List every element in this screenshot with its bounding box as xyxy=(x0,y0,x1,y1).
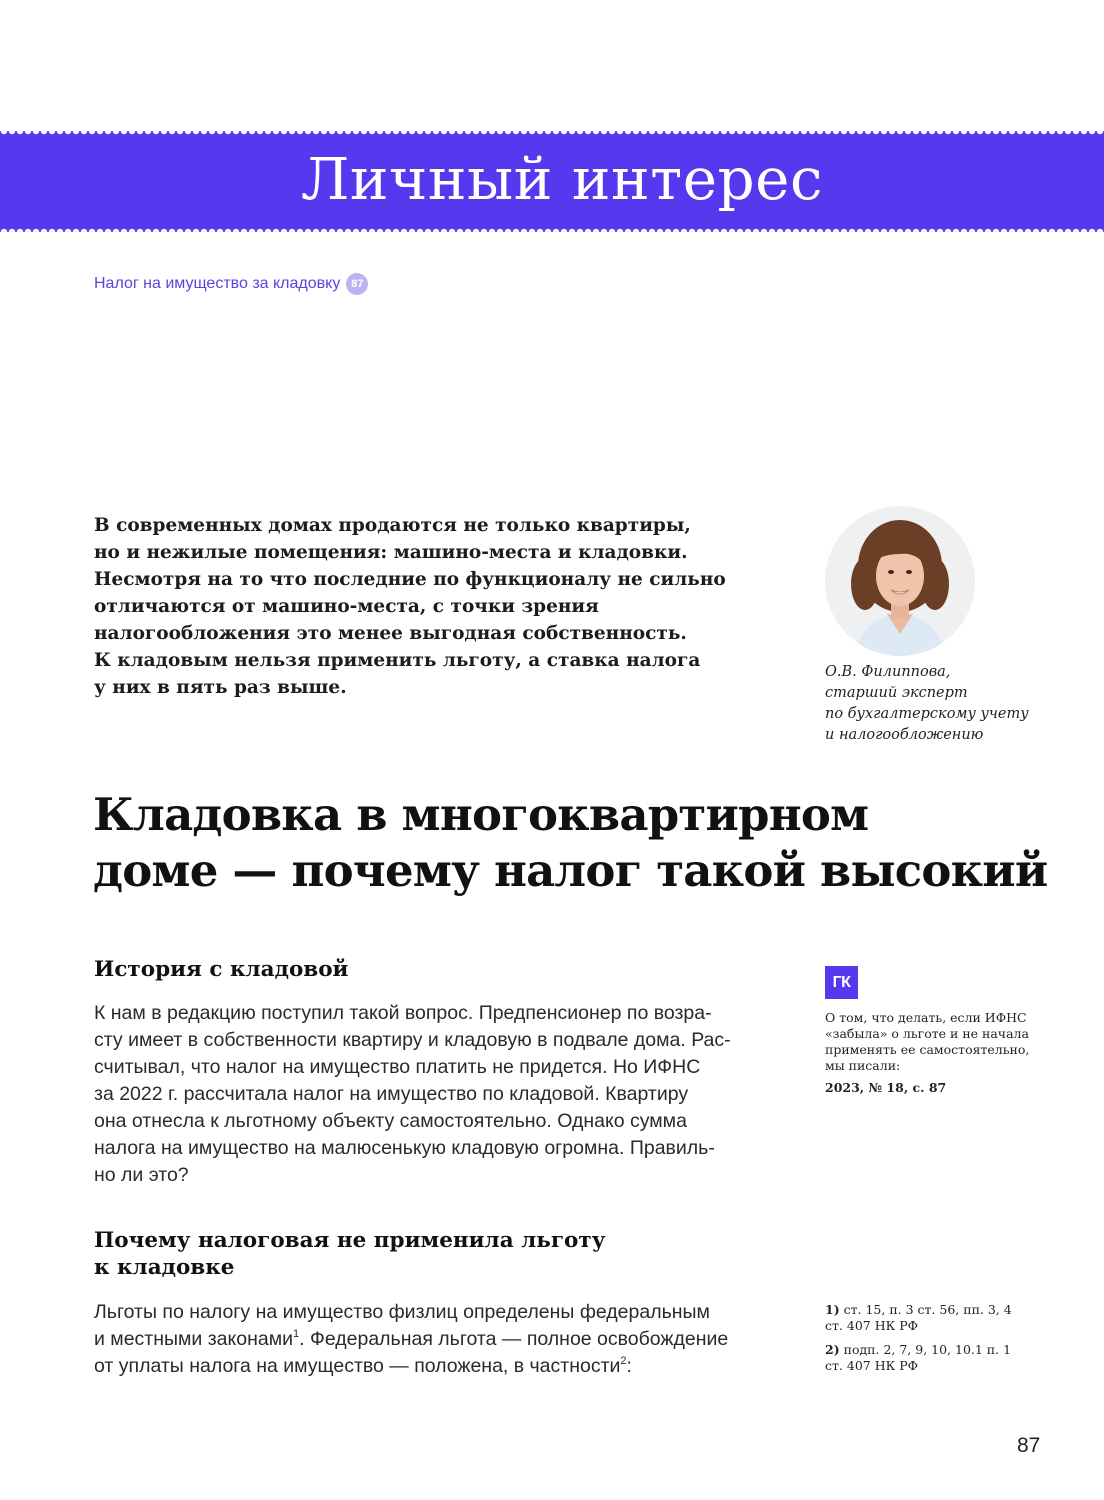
lead-line: отличаются от машино-места, с точки зрения xyxy=(94,596,599,617)
author-credit xyxy=(825,662,1055,746)
author-line: и налогообложению xyxy=(825,727,984,743)
article-headline xyxy=(93,787,1073,899)
heading-line: к кладовке xyxy=(94,1255,235,1280)
footnote-line xyxy=(825,1302,1055,1318)
headline-line: Кладовка в многоквартирном xyxy=(93,788,869,841)
author-line: старший эксперт xyxy=(825,685,968,701)
author-line: О.В. Филиппова, xyxy=(825,664,951,680)
body-text: : xyxy=(626,1355,632,1377)
lead-line: В современных домах продаются не только квартиры, xyxy=(94,515,691,536)
body-line: но ли это? xyxy=(94,1164,189,1186)
section-body-history xyxy=(94,1000,784,1189)
footnote-line: ст. 407 НК РФ xyxy=(825,1358,919,1373)
body-line: считывал, что налог на имущество платить не придется. Но ИФНС xyxy=(94,1056,701,1078)
breadcrumb[interactable] xyxy=(94,273,368,295)
lead-paragraph xyxy=(94,512,784,701)
lead-line: Несмотря на то что последние по функционалу не сильно xyxy=(94,569,726,590)
author-photo xyxy=(825,506,975,656)
sidenote-line: «забыла» о льготе и не начала xyxy=(825,1026,1029,1041)
body-line: сту имеет в собственности квартиру и кладовую в подвале дома. Рас- xyxy=(94,1029,731,1051)
heading-line: История с кладовой xyxy=(94,957,349,982)
sidenote-line: применять ее самостоятельно, xyxy=(825,1042,1030,1057)
section-title: Личный интерес xyxy=(301,145,823,213)
sidenote-line: мы писали: xyxy=(825,1058,901,1073)
body-line: Льготы по налогу на имущество физлиц определены федеральным xyxy=(94,1301,710,1323)
author-line: по бухгалтерскому учету xyxy=(825,706,1029,722)
footnote-number: 1) xyxy=(825,1302,840,1317)
body-line xyxy=(94,1326,784,1353)
body-text: . Федеральная льгота — полное освобождение xyxy=(299,1328,729,1350)
footnote-line xyxy=(825,1342,1055,1358)
body-line: К нам в редакцию поступил такой вопрос. Предпенсионер по возра- xyxy=(94,1002,712,1024)
heading-line: Почему налоговая не применила льготу xyxy=(94,1228,606,1253)
footnote-text: подп. 2, 7, 9, 10, 10.1 п. 1 xyxy=(843,1342,1012,1357)
sidenote xyxy=(825,1010,1055,1096)
headline-line: доме — почему налог такой высокий xyxy=(93,844,1048,897)
body-line: она отнесла к льготному объекту самостоятельно. Однако сумма xyxy=(94,1110,687,1132)
footnote-marker[interactable]: 1 xyxy=(293,1327,300,1340)
footnote xyxy=(825,1342,1055,1374)
section-heading-benefit xyxy=(94,1227,606,1281)
sidenote-reference-link[interactable]: 2023, № 18, с. 87 xyxy=(825,1080,947,1095)
section-banner xyxy=(0,131,1104,232)
section-heading-history xyxy=(94,956,349,983)
body-line: налога на имущество на малюсенькую кладовую огромна. Правиль- xyxy=(94,1137,715,1159)
breadcrumb-label: Налог на имущество за кладовку xyxy=(94,275,341,292)
body-text: и местными законами xyxy=(94,1328,294,1350)
footnote xyxy=(825,1302,1055,1334)
body-line: за 2022 г. рассчитала налог на имущество по кладовой. Квартиру xyxy=(94,1083,689,1105)
footnote-text: ст. 15, п. 3 ст. 56, пп. 3, 4 xyxy=(843,1302,1012,1317)
page-number: 87 xyxy=(1017,1434,1041,1457)
lead-line: но и нежилые помещения: машино-места и кладовки. xyxy=(94,542,688,563)
lead-line: у них в пять раз выше. xyxy=(94,677,347,698)
page-badge: 87 xyxy=(346,273,368,295)
lead-line: налогообложения это менее выгодная собственность. xyxy=(94,623,687,644)
body-text: от уплаты налога на имущество — положена, в частности xyxy=(94,1355,621,1377)
section-body-benefit xyxy=(94,1299,784,1380)
lead-line: К кладовым нельзя применить льготу, а ставка налога xyxy=(94,650,701,671)
footnote-number: 2) xyxy=(825,1342,840,1357)
footnote-marker[interactable]: 2 xyxy=(620,1354,627,1367)
footnote-line: ст. 407 НК РФ xyxy=(825,1318,919,1333)
body-line xyxy=(94,1353,784,1380)
gk-logo-icon: ГК xyxy=(825,966,858,999)
sidenote-line: О том, что делать, если ИФНС xyxy=(825,1010,1027,1025)
